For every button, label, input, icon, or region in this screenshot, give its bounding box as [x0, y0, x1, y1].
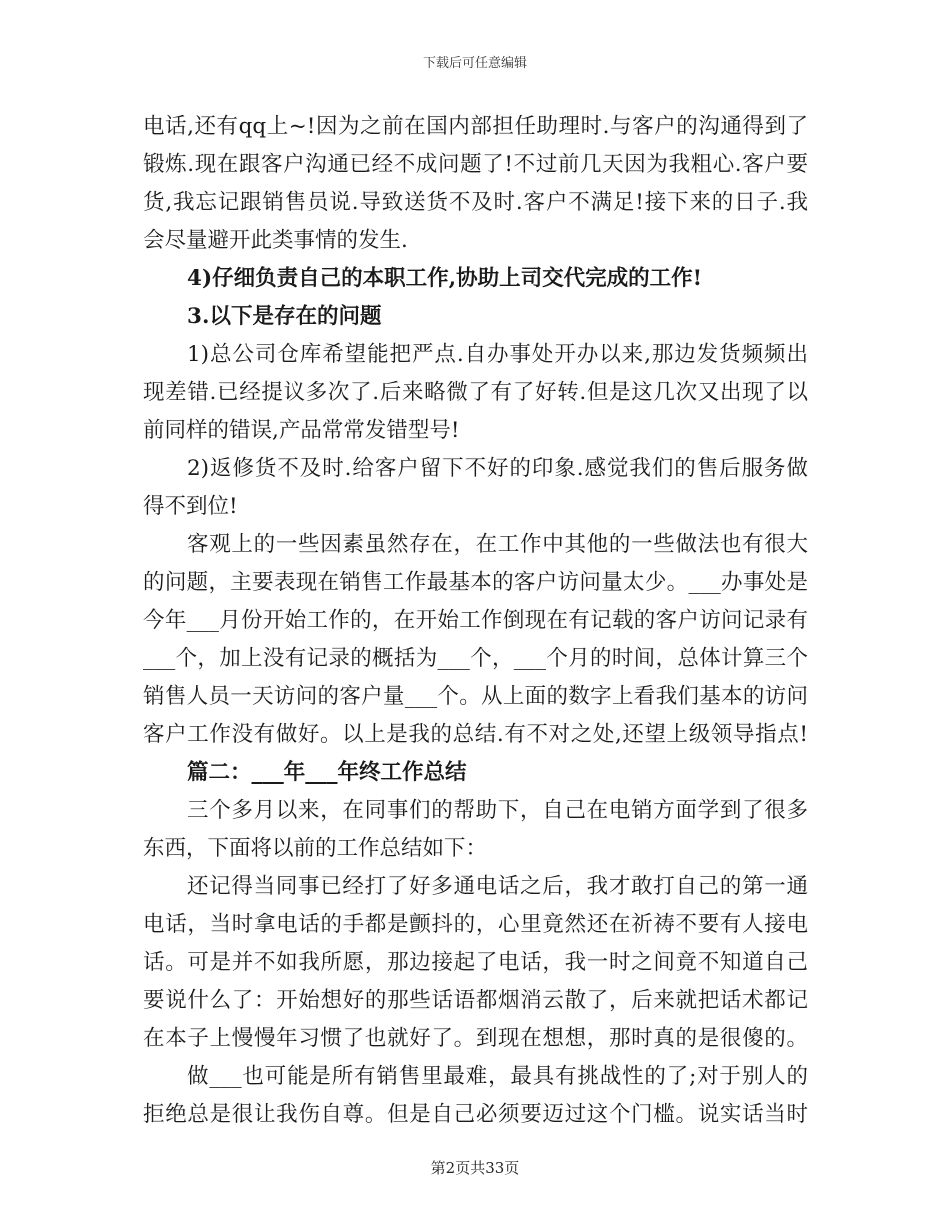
page-footer: 第2页共33页 — [430, 1159, 520, 1177]
text-line: 前同样的错误,产品常常发错型号! — [143, 418, 460, 443]
text-line: 2)返修货不及时.给客户留下不好的印象.感觉我们的售后服务做 — [187, 456, 808, 481]
heading-line: 3.以下是存在的问题 — [187, 304, 382, 329]
text-line: 三个多月以来，在同事们的帮助下，自己在电销方面学到了很多 — [187, 798, 808, 823]
text-line: 还记得当同事已经打了好多通电话之后，我才敢打自己的第一通 — [187, 874, 808, 899]
text-line: 锻炼.现在跟客户沟通已经不成问题了!不过前几天因为我粗心.客户要 — [143, 152, 808, 177]
text-line: 话。可是并不如我所愿，那边接起了电话，我一时之间竟不知道自己 — [143, 950, 808, 975]
text-line: 电话，当时拿电话的手都是颤抖的，心里竟然还在祈祷不要有人接电 — [143, 912, 808, 937]
text-line: 今年___月份开始工作的，在开始工作倒现在有记载的客户访问记录有 — [143, 608, 808, 633]
heading-line: 篇二：___年___年终工作总结 — [187, 760, 467, 785]
text-line: 得不到位! — [143, 494, 238, 519]
text-line: 1)总公司仓库希望能把严点.自办事处开办以来,那边发货频频出 — [187, 342, 808, 367]
text-line: ___个，加上没有记录的概括为___个，___个月的时间，总体计算三个 — [143, 646, 808, 671]
text-line: 拒绝总是很让我伤自尊。但是自己必须要迈过这个门槛。说实话当时 — [143, 1102, 808, 1127]
text-line: 要说什么了：开始想好的那些话语都烟消云散了，后来就把话术都记 — [143, 988, 808, 1013]
text-line: 在本子上慢慢年习惯了也就好了。到现在想想，那时真的是很傻的。 — [143, 1026, 808, 1051]
text-line: 做___也可能是所有销售里最难，最具有挑战性的了;对于别人的 — [187, 1064, 808, 1089]
text-line: 销售人员一天访问的客户量___个。从上面的数字上看我们基本的访问 — [143, 684, 808, 709]
text-line: 货,我忘记跟销售员说.导致送货不及时.客户不满足!接下来的日子.我 — [143, 190, 808, 215]
text-line: 的问题，主要表现在销售工作最基本的客户访问量太少。___办事处是 — [143, 570, 808, 595]
text-line: 客户工作没有做好。以上是我的总结.有不对之处,还望上级领导指点! — [143, 722, 808, 747]
text-line: 客观上的一些因素虽然存在，在工作中其他的一些做法也有很大 — [187, 532, 808, 557]
document-body — [143, 108, 808, 1134]
text-line: 会尽量避开此类事情的发生. — [143, 228, 408, 253]
heading-line: 4)仔细负责自己的本职工作,协助上司交代完成的工作! — [187, 266, 703, 291]
text-line: 现差错.已经提议多次了.后来略微了有了好转.但是这几次又出现了以 — [143, 380, 808, 405]
text-line: 电话,还有qq上~!因为之前在国内部担任助理时.与客户的沟通得到了 — [143, 114, 808, 139]
text-line: 东西，下面将以前的工作总结如下： — [143, 836, 488, 861]
page-header: 下载后可任意编辑 — [422, 56, 527, 71]
